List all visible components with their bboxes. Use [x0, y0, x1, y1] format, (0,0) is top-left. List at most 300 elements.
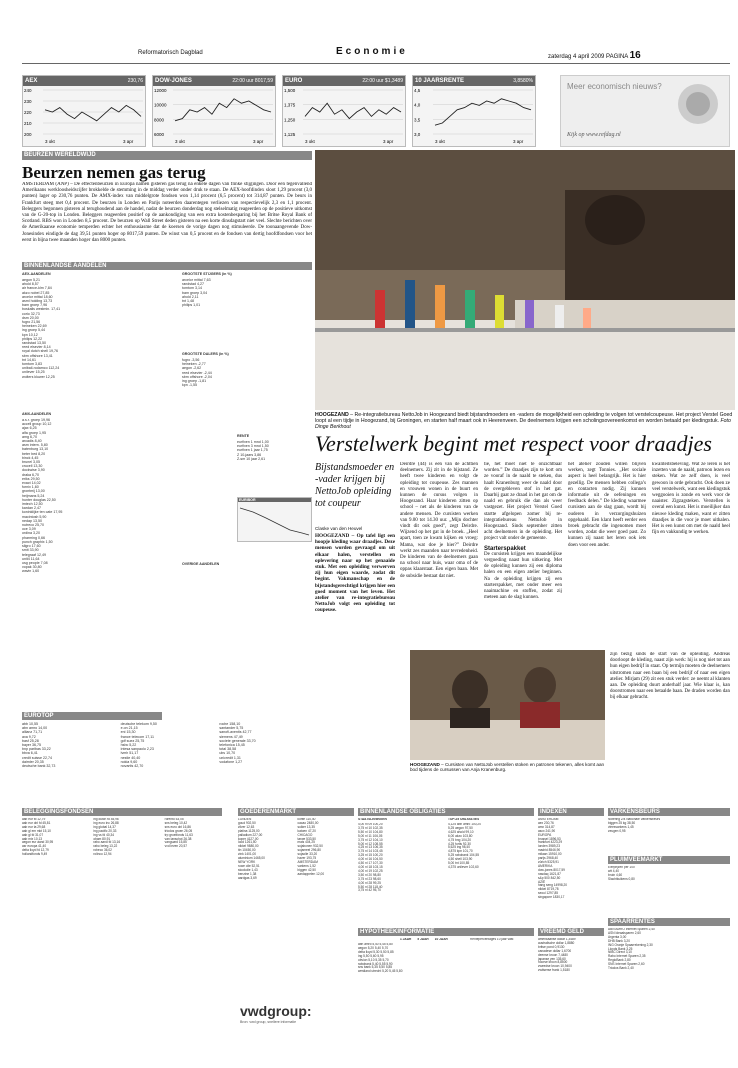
goederen-row: stookolie 1,43	[238, 867, 258, 872]
top25-row: 5,00 tnt 100,85	[448, 861, 470, 866]
fonds-row: ing pacific 20,33	[93, 828, 117, 833]
top25-row: 4,625 ahold 99,10	[448, 829, 474, 834]
daler-row: kpn -1,55	[182, 383, 197, 388]
valuta-row: australische dollar 1,8880	[538, 940, 575, 945]
fonds-row: sns beleg 10,42	[164, 820, 188, 825]
hypotheek-note: Rentepercentages 10 jaar vast	[470, 938, 514, 941]
overige-row: nutreco 25,70	[22, 523, 44, 528]
y-tick-label: 1,125	[284, 132, 296, 137]
overige-rows	[22, 418, 172, 578]
spaar-row: ABN AMRO Internet Sparen 2,40	[608, 928, 655, 931]
overige-row: vopak 30,80	[22, 565, 42, 570]
overige-row: binck 4,45	[22, 455, 39, 460]
aex-rows	[22, 278, 172, 408]
spaar-row: Triodos Bank 2,40	[608, 966, 634, 971]
index-row: aex 230,76	[538, 820, 554, 825]
overige-row: oce 3,09	[22, 527, 36, 532]
pluimvee-rows	[608, 866, 730, 906]
daler-row: sbm offshore -2,04	[182, 374, 212, 379]
promo-title: Meer economisch nieuws?	[567, 82, 662, 91]
fonds-row: aab eur obl fd 45,81	[22, 820, 51, 825]
y-tick-label: 220	[24, 110, 32, 115]
chart-value: 230,76	[127, 78, 143, 84]
eurotop-row: sanofi-aventis 42,77	[219, 730, 252, 735]
overige-row: punch graphix 1,50	[22, 539, 53, 544]
overige-row: nedap 13,50	[22, 518, 42, 523]
top25-row: 4,75 bng 104,20	[448, 837, 472, 842]
hypotheek-header: 5 JAAR	[417, 938, 429, 941]
aex-row: tnt 14,61	[22, 357, 36, 362]
overige-row: pharming 0,66	[22, 535, 45, 540]
staatslening-row: 3,50 nl 20 98,80	[358, 872, 381, 877]
chart-title: DOW-JONES	[153, 76, 275, 86]
staatslening-row: 4,25 nl 13 106,35	[358, 845, 383, 850]
eurotop-row: santander 5,75	[219, 726, 244, 731]
fondsen-rows	[22, 818, 232, 1060]
index-row: londen 3989,23	[538, 844, 560, 849]
fonds-row: aab eur ta 29,68	[22, 824, 46, 829]
vwd-sub: Bron: vwd group, snellere informatie	[240, 1020, 297, 1024]
index-row: singapore 1830,17	[538, 895, 565, 900]
overige-row: smit 33,90	[22, 548, 39, 553]
market-charts	[22, 75, 542, 147]
spaar-row: NIBC Direct 3,10	[608, 950, 632, 955]
caption2-text: – Cursisten van NettoJob verstellen stoken en patronen tekenen, alles komt aan bod tijdens de cursussen van Anja Kranenburg.	[410, 762, 605, 773]
spaar-row: DHB Bank 3,20	[608, 938, 630, 943]
valuta-row: deense kroon 7,4480	[538, 952, 568, 957]
goederen-row: haver 193,75	[297, 856, 317, 861]
aex-row: unilever 15,25	[22, 370, 45, 375]
x-tick-label: 3 apr	[383, 139, 394, 144]
binnenland-bar: BINNENLANDSE AANDELEN	[22, 262, 312, 270]
index-row: AMSTERDAM	[538, 818, 559, 821]
index-row: amx 314,87	[538, 824, 555, 829]
aex-row: boskalis westmin. 17,41	[22, 307, 61, 312]
overige-row: exact 14,02	[22, 481, 41, 486]
overige-row: kardan 2,47	[22, 506, 41, 511]
y-tick-label: 1,375	[284, 102, 296, 108]
goederen-row: goud 902,50	[238, 820, 256, 825]
overige-row: sligro 17,60	[22, 544, 41, 549]
overige-row: ajax 6,25	[22, 426, 37, 431]
aex-row: arcelor mittal 18,60	[22, 294, 53, 299]
header-rule	[22, 63, 730, 64]
overige-row: koninklijke ten cate 17,95	[22, 510, 63, 515]
index-row: frankfurt 4223,29	[538, 840, 563, 845]
spaar-bar: SPAARRENTES	[608, 918, 730, 926]
overige-row: eriks 29,50	[22, 476, 40, 481]
goederen-row: sojaolie 33,20	[297, 852, 318, 857]
eurotop-row: hsbc 5,22	[120, 743, 137, 748]
top25-row: 4,375 unilever 102,60	[448, 864, 479, 869]
aex-row: reed elsevier 8,14	[22, 345, 51, 350]
stijger-row: bam groep 3,04	[182, 290, 208, 295]
fonds-row: van lanschot 26,38	[164, 836, 192, 841]
article-col4: het atelier zouden willen blijven werken, zegt Tonnies. „Het sociale aspect is heel belangrijk. Het is hier gezellig. De mensen hebben collega’s en contacten nodig. Zij kunnen informatie uit de oefeningen en feedback delen.” De kleding waarmee cursisten aan de slag gaan, wordt bij ouderen in verzorgingshuizen opgehaald. Een klant heeft eerder een broek gebracht die ingenomen moet worden, zodat die weer goed past. Zo kunnen zij naast het leren ook iets doen voor een ander.	[568, 462, 646, 548]
y-tick-label: 6000	[154, 132, 165, 137]
staatslening-row: 3,75 nl 12 104,10	[358, 837, 383, 842]
y-tick-label: 1,500	[284, 88, 296, 93]
hypotheek-row: obvion 5,10 5,35 5,70	[358, 957, 389, 962]
euribor-line	[238, 502, 311, 540]
aex-row: corio 32,73	[22, 311, 40, 316]
fonds-row: delta lloyd fd 12,79	[22, 848, 49, 853]
goederen-row: aardappelen 12,00	[297, 871, 325, 876]
staatslening-row: 3,25 nl 15 100,20	[358, 853, 383, 858]
daler-row: heineken -2,77	[182, 362, 206, 367]
obligaties-col2: TOP-25 OBLIGATIES	[448, 818, 480, 821]
article-lead: HOOGEZAND – Op tafel ligt een hoopje kleding waar draadjes. Deze mensen worden gevraagd om uit elkaar halen, verstellen en oplevering naar op het genaaide stuk. Met een opleiding verwerven zij hun eigen waarde, zodat dit begint. Vakmanschap en de bijstandsgerechtigd krijgen hier een goed moment van het leven. Het atelier van re-integratiebureau NettoJob volgt een opleiding tot coupeuse.	[315, 533, 395, 614]
fonds-row: aab mix 10,13	[22, 836, 43, 841]
valuta-row: japanse yen 135,60	[538, 956, 566, 961]
overige-row: hunter douglas 22,50	[22, 497, 56, 502]
index-row: madrid 8546,90	[538, 848, 561, 853]
starterspakket-heading: Starterspakket	[484, 545, 526, 552]
stijgers-rows	[182, 278, 302, 338]
aex-label: AEX-AANDELEN	[22, 272, 51, 276]
goederen-row: mais 404,25	[297, 840, 315, 845]
stijger-row: arcelor mittal 7,63	[182, 278, 211, 282]
chart-title: 10 JAARSRENTE	[413, 76, 535, 86]
fonds-row: sns euro obl 16,86	[164, 824, 191, 829]
vreemdgeld-rows	[538, 938, 604, 1028]
eurotop-row: lvmh 51,17	[120, 751, 139, 756]
staatslening-row: 5,50 nl 28 118,40	[358, 884, 383, 889]
staatslening-row: 4,00 nl 18 103,15	[358, 864, 383, 869]
spaar-row: ASN Ideaalsparen 2,60	[608, 930, 641, 935]
index-row: AZIË	[538, 879, 546, 884]
staatslening-row: 4,00 nl 09 100,20	[358, 823, 383, 826]
stijgers-label: GROOTSTE STIJGERS (in %)	[182, 272, 232, 276]
rente-rows	[237, 440, 312, 480]
staatslening-row: 3,75 nl 42 95,70	[358, 888, 381, 893]
eurotop-row: abb 10,55	[22, 722, 38, 726]
varkens-row: Notering 2/4 Nationale Varkensbeurs	[608, 818, 661, 821]
fonds-row: rolinco 12,94	[93, 852, 112, 857]
index-row: s&p 500 842,50	[538, 875, 561, 880]
col3-text: tie, het moet niet te onzichtbaar worden.” De draadjes zijn te kort om ze vooraf in de naald te steken, dus haalt Kranenburg weer de naald door de overgebleven stof in het gat. Daarbij gaat ze draad in het gat om de naald en gebruik die dan als weer vastgezet. Het project Verstel Goed startte afgelopen zomer bij re-integratiebureau NettoJob in Hoogezand. Sinds september zitten acht deelnemers in de opleiding. Het project valt onder de gemeente.	[484, 462, 562, 542]
overige-row: telegraaf 12,49	[22, 552, 46, 557]
chart-value: 22:00 uur 8017,59	[232, 78, 273, 84]
eurotop-row: france telecom 17,11	[120, 734, 154, 739]
fondsen-bar: BELEGGINGSFONDSEN	[22, 808, 222, 816]
hypotheek-row: abn amro 5,40 5,45 5,80	[358, 943, 393, 946]
overige-label: OVERIGE AANDELEN	[182, 562, 220, 566]
overige-row: imtech 12,50	[22, 502, 43, 507]
goederen-row: sojameel 296,80	[297, 848, 321, 853]
aex-row: fugro 21,56	[22, 320, 41, 325]
overige-row: amg 6,70	[22, 434, 37, 439]
goederen-row: varkens 1,52	[297, 863, 316, 868]
indexen-bar: INDEXEN	[538, 808, 604, 816]
spaar-row: Rabo Internet Sparen 2,35	[608, 954, 646, 959]
rente-row: Z-sm 10 jaar 2,61	[237, 456, 266, 461]
goederen-row: LONDEN	[238, 818, 252, 821]
rente-row: eurfixen 3 mnd 1,50	[237, 444, 269, 449]
beurzen-headline: Beurzen nemen gas terug	[22, 163, 206, 182]
staatslening-row: 3,75 nl 23 98,60	[358, 876, 381, 881]
overige-row: unit4 11,64	[22, 556, 40, 561]
top25-rows	[448, 823, 534, 923]
overige-row: arcadis 8,40	[22, 439, 42, 444]
overige-row: grontmij 13,00	[22, 489, 45, 494]
article-headline: Verstelwerk begint met respect voor draadjes	[315, 431, 712, 456]
eurotop-row: credit suisse 22,74	[22, 755, 52, 760]
y-tick-label: 8000	[154, 117, 165, 123]
valuta-row: zwitserse frank 1,5180	[538, 968, 570, 973]
article-photo-2	[410, 650, 605, 760]
index-row: EUROPA	[538, 832, 552, 837]
eurotop-row: intesa sanpaolo 2,23	[120, 747, 154, 752]
overige-row: dockwise 3,90	[22, 468, 45, 473]
overige-row: crucell 13,30	[22, 464, 43, 469]
hypotheek-row: sns bank 5,35 5,50 5,85	[358, 965, 393, 970]
overige-row: heijmans 5,24	[22, 493, 45, 498]
varkens-row: vleesvarkens 1,45	[608, 824, 634, 829]
varkens-rows	[608, 818, 730, 854]
article-col5: kwaliteitsbeleving. Wat ze leren is het inzetten van de naald, patroon lezen en steken. Wat ze zelf doen, is veel gewoon in orde gebracht. Ook doen ze veel verstelwerk, want een kledingstuk weggooien is zonde en werk voor de naaister. Zigzagsteken. Verstellen is overal een kunst. Het is moeilijker dan nieuwe kleding maken, want er zitten draadjes in die voor je moet uithalen. Het is een kunst om met de naald heel fijn en vakkundig te werken.	[652, 462, 730, 536]
index-row: dow-jones 8017,59	[538, 867, 565, 872]
chart-value: 22:00 uur $1,3489	[362, 78, 403, 84]
fonds-row: aab gl em mkt 15,10	[22, 828, 51, 833]
goederen-row: benzine 1,38	[238, 871, 257, 876]
valuta-row: noorse kroon 8,8500	[538, 960, 568, 965]
top25-row: 4,875 kpn 101,70	[448, 849, 473, 854]
caption-label: HOOGEZAND	[315, 412, 349, 418]
y-tick-label: 210	[24, 121, 32, 126]
overige-row: a.s.r. groep 19,96	[22, 418, 50, 422]
indexen-rows	[538, 818, 604, 918]
pluimvee-row: wit 4,40	[608, 868, 619, 873]
spaar-row: SNS Internet Sparen 2,60	[608, 962, 645, 967]
stijger-row: tnt 1,48	[182, 299, 194, 304]
goederen-row: suiker 13,35	[297, 824, 315, 829]
date-text: zaterdag 4 april 2009	[548, 54, 605, 60]
chart-title: EURO	[283, 76, 405, 86]
index-row: parijs 2968,40	[538, 856, 559, 861]
obligaties-rows	[358, 823, 444, 923]
fonds-row: rabo beleg 13,22	[93, 844, 118, 849]
index-row: nikkei 8719,78	[538, 887, 559, 892]
hypotheek-rows	[358, 943, 468, 1023]
x-tick-label: 3 apr	[513, 139, 524, 144]
daler-row: ing groep -1,81	[182, 379, 207, 384]
aex-row: randstad 13,50	[22, 341, 46, 346]
goederen-row: tarwe 533,50	[297, 836, 316, 841]
goederen-row: koffie 110,40	[297, 818, 316, 821]
page-number: 16	[629, 50, 641, 61]
rente-row: eurfixen 1 mnd 1,00	[237, 440, 269, 444]
valuta-row: zweedse kroon 10,9400	[538, 964, 572, 969]
overige-row: macintosh 5,90	[22, 514, 47, 519]
x-tick-label: 3 okt	[175, 139, 185, 144]
course-scene-image	[410, 650, 605, 760]
overige-row: accell group 10,12	[22, 422, 52, 427]
article-photo	[315, 150, 735, 410]
top25-row: 5,25 aegon 97,50	[448, 825, 473, 830]
eurotop-row: total 38,58	[219, 747, 237, 752]
hypotheek-header: 10 JAAR	[434, 938, 448, 941]
eurotop-row: eni 15,30	[120, 730, 136, 735]
vwd-logo: vwdgroup:	[240, 1003, 312, 1019]
aex-row: unibail-rodamco 112,24	[22, 366, 60, 371]
promo-box[interactable]	[560, 75, 730, 147]
x-tick-label: 3 okt	[45, 139, 55, 144]
hypotheek-header: 1 JAAR	[400, 938, 412, 941]
pluimvee-row: bruin 4,60	[608, 872, 623, 877]
photo2-caption	[410, 762, 605, 773]
obligaties-col1: STAATSLENINGEN	[358, 818, 387, 821]
staatslening-row: 5,00 nl 12 108,55	[358, 841, 383, 846]
spaar-row: RegioBank 2,80	[608, 958, 631, 963]
eurotop-row: roche 158,10	[219, 722, 241, 726]
fonds-row: vvd leven 20,57	[164, 844, 187, 849]
eurotop-row: daimler 20,35	[22, 759, 44, 764]
chart-dow-jones	[152, 75, 276, 147]
eurotop-row: telefonica 15,45	[219, 743, 245, 748]
eurotop-row: siemens 47,49	[219, 734, 243, 739]
top25-row: 4,25 fortis 92,30	[448, 841, 471, 846]
overige-row: usg people 7,08	[22, 560, 48, 565]
index-row: nasdaq 1621,87	[538, 871, 561, 876]
col3b-text: De cursisten krijgen een maandelijkse vergoeding naast hun uitkering. Met de opleiding kunnen zij een diploma halen en een eigen atelier beginnen. Na de opleiding krijgen zij een starterspakket, met onder meer een naaimachine en stoffen, zodat zij meteen aan de slag kunnen.	[484, 551, 562, 601]
fonds-row: hollandfonds 9,49	[22, 852, 48, 857]
index-row: AMERIKA	[538, 863, 553, 868]
staatslening-row: 3,75 nl 14 103,45	[358, 849, 383, 854]
y-tick-label: 200	[24, 132, 32, 137]
eurotop-row: e.on 21,15	[120, 726, 138, 731]
valuta-row: amerikaanse dollar 1,3489	[538, 938, 576, 941]
staatslening-row: 4,00 nl 16 104,50	[358, 857, 383, 862]
photo-credit: Foto Dinge Berkhout	[315, 418, 731, 430]
hypotheek-row: delta lloyd 5,30 5,50 5,85	[358, 949, 394, 954]
fonds-row: vanguard 15,85	[164, 840, 187, 845]
index-row: milaan 15910,00	[538, 852, 562, 857]
eurotop-bar: EUROTOP	[22, 712, 162, 720]
pluimvee-row: Slachtkuikens 0,80	[608, 876, 635, 881]
chart-plot	[153, 86, 275, 146]
goederen-row: palladium 227,00	[238, 832, 263, 837]
y-tick-label: 4,5	[414, 88, 421, 93]
overige-row: asm intern. 5,80	[22, 443, 48, 448]
index-row: hang seng 14998,20	[538, 883, 568, 888]
goederen-row: AMSTERDAM	[297, 859, 318, 864]
rente-label: RENTE	[237, 434, 250, 438]
obligaties-bar: BINNENLANDSE OBLIGATIES	[358, 808, 534, 816]
pluimvee-row: Eierprijzen per 100	[608, 866, 635, 869]
varkens-bar: VARKENSBEURS	[608, 808, 730, 816]
valuta-row: canadese dollar 1,6700	[538, 948, 572, 953]
aex-row: dsm 20,00	[22, 315, 39, 320]
aex-row: heineken 22,69	[22, 324, 47, 329]
eurotop-row: bayer 36,75	[22, 743, 41, 748]
goederen-row: nikkel 9880,00	[238, 844, 259, 849]
fonds-row: ing vs fd 40,34	[93, 832, 115, 837]
top25-row: 4,50 shell 103,90	[448, 857, 473, 862]
goederen-row: NEW YORK	[238, 859, 256, 864]
rente-row: eurfixen 1 jaar 1,75	[237, 448, 268, 453]
eurotop-row: nestle 40,40	[120, 755, 141, 760]
top25-row: 5,25 rabobank 104,55	[448, 853, 480, 858]
binnenland-table	[22, 272, 312, 710]
header-date	[548, 50, 641, 61]
goederen-row: platina 1125,00	[238, 828, 260, 833]
series-line	[175, 99, 271, 121]
eurotop-row: bbva 6,41	[22, 751, 38, 756]
goederen-row: aluminium 1465,00	[238, 856, 265, 861]
top25-row: 5,625 ing 98,40	[448, 845, 470, 850]
hypotheek-bar: HYPOTHEEKINFORMATIE	[358, 928, 534, 936]
chart-euro	[282, 75, 406, 147]
goederen-row: CHICAGO	[297, 832, 313, 837]
eurotop-row: novartis 42,70	[120, 764, 144, 769]
article-col3	[484, 462, 562, 648]
y-tick-label: 3,5	[414, 117, 421, 123]
header-paper: Reformatorisch Dagblad	[138, 50, 203, 56]
euribor-chart	[237, 497, 312, 542]
fonds-row: triodos groen 26,05	[164, 828, 193, 833]
series-line	[435, 99, 531, 125]
hypotheek-row: rabobank 5,40 5,55 5,90	[358, 961, 393, 966]
beurzen-body: AMSTERDAM (ANP) – De effectenbeurzen in Europa namen gisteren gas terug na enkele dagen van flinke stijgingen. Door een tegenvallend Amerikaans werkloosheidscijfer brokkelde de stemming in de middag verder onder druk te staan. De AEX-hoofdindex sloot 1,29 procent (3,0 punten) lager op 230,76 punten. De AMX-index van middelgrote fondsen won 1,14 procent (6,5 procent) tot 314,87 punten. De beurs in Frankfurt steeg met 0,4 procent. De beurzen in Londen en Parijs noteerden daarentegen verliezen van respectievelijk 2,3 en 1,1 procent. Beleggers begonnen gisteren al terughoudend aan de handel, nadat de beurzen donderdag nog stelselmatig reageerden op de positieve uitkomst van de G-20-top in Londen. Beleggers reageerden positief op de aankondiging van een extra kostenbesparing bij het Britse Royal Bank of Scotland. RBS won in Londen 8,5 procent. De beurzen op Wall Street deden gisteren na een korte dinsdagstart niet veel. Slechte berichten over de Amerikaanse economie temperden echter het enthousiasme dat de koersen de vorige dagen nog stimuleerde. De toonaangevende Dow-Jonesindex eindigde de dag 39,51 punten hoger op 8017,59 punten. De winst van 0,5 procent en de fondsen van dertig hoofdfondsen voor het eerst in bijna twee maanden hoger dan 8000 punten.	[22, 182, 312, 243]
fonds-row: ing euro inc 26,88	[93, 820, 119, 825]
daler-row: aegon -2,62	[182, 366, 202, 371]
overige-row: beter bed 8,20	[22, 451, 46, 456]
eurotop-row: ubs 10,70	[219, 751, 236, 756]
fonds-row: aab eur fd 12,79	[22, 818, 46, 821]
chart-aex	[22, 75, 146, 147]
eurotop-row: deutsche bank 32,73	[22, 764, 56, 769]
staatslening-row: 5,50 nl 10 104,80	[358, 829, 383, 834]
page-label: PAGINA	[606, 54, 628, 60]
y-tick-label: 3,0	[414, 132, 421, 137]
eurotop-row: abn amro 14,00	[22, 726, 48, 731]
fonds-row: rorento 53,05	[164, 818, 184, 821]
aex-row: ing groep 5,44	[22, 328, 45, 333]
overige-row: wavin 1,60	[22, 569, 40, 574]
spaar-row: ING Oranje Spaarrekening 2,30	[608, 942, 653, 947]
top25-row: 4,125 abn amro 100,20	[448, 823, 481, 826]
goederen-row: katoen 47,20	[297, 828, 316, 833]
fonds-row: rabo aand fd 13,16	[93, 840, 121, 845]
eurotop-row: deutsche telekom 9,50	[120, 722, 157, 726]
chart-10-jaarsrente	[412, 75, 536, 147]
x-tick-label: 3 apr	[123, 139, 134, 144]
index-row: seoul 1297,85	[538, 891, 559, 896]
aex-row: philips 12,22	[22, 336, 43, 341]
photo-caption	[315, 412, 735, 430]
header-section: Economie	[336, 46, 408, 57]
goederen-row: tin 10450,00	[238, 848, 256, 853]
promo-link[interactable]: Kijk op www.refdag.nl	[567, 132, 621, 138]
goederen-row: sojabonen 932,50	[297, 844, 323, 849]
chart-title: AEX	[23, 76, 145, 86]
daler-row: reed elsevier -2,44	[182, 370, 212, 375]
fonds-row: asr europa 41,40	[22, 844, 47, 849]
aex-row: air france-klm 7,84	[22, 286, 52, 291]
overige-row: brunel 3,05	[22, 460, 40, 465]
staatslening-row: 5,00 nl 11 106,05	[358, 833, 383, 838]
aex-row: asml holding 13,73	[22, 299, 53, 304]
euribor-label: EURIBOR	[238, 498, 311, 502]
overige-row: fornix 1,60	[22, 485, 39, 490]
top25-row: 6,00 akzo 103,80	[448, 833, 473, 838]
aex-row: akzo nobel 27,85	[22, 290, 50, 295]
hypotheek-row: ing 5,50 5,60 5,95	[358, 953, 384, 958]
chart-plot	[283, 86, 405, 146]
daler-row: fugro -3,56	[182, 358, 200, 362]
midkap-label: AMX-AANDELEN	[22, 412, 52, 416]
